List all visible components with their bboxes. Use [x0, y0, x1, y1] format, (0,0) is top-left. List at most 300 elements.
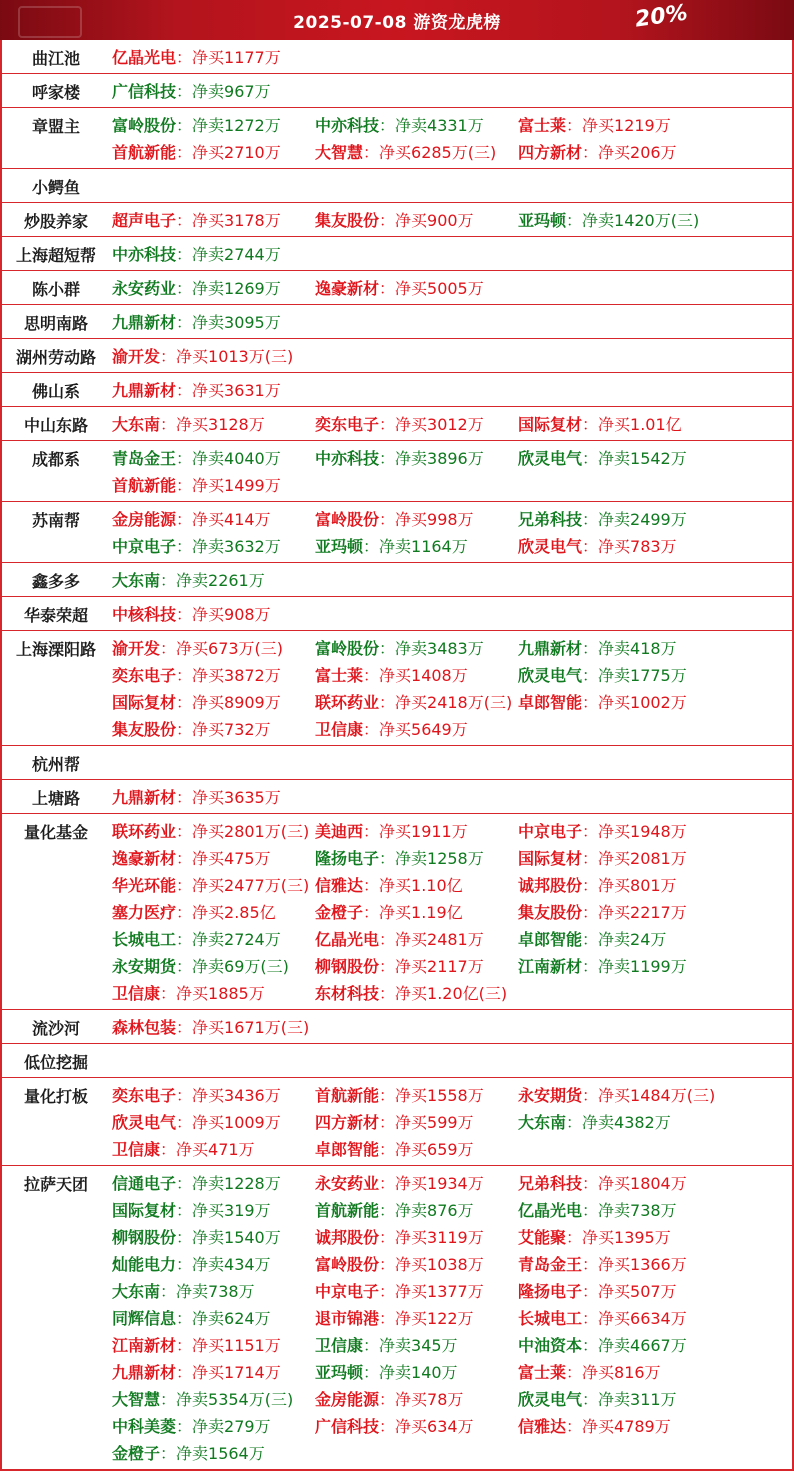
net-amount: ：净买206万: [582, 143, 677, 162]
net-amount: ：净买634万: [379, 1417, 474, 1436]
percent-badge: 20%: [633, 0, 690, 33]
trade-entry: [518, 112, 721, 139]
trade-entry: [112, 1440, 315, 1467]
trade-entry: [518, 1251, 721, 1278]
trade-entry: [315, 818, 518, 845]
stock-name: 奕东电子: [112, 1086, 177, 1105]
stock-name: 兄弟科技: [518, 510, 583, 529]
stock-name: 九鼎新材: [518, 639, 583, 658]
stock-name: 森林包装: [112, 1018, 177, 1037]
stock-name: 九鼎新材: [112, 1363, 177, 1382]
net-amount: ：净买414万: [176, 510, 271, 529]
stock-name: 欣灵电气: [518, 1390, 583, 1409]
trade-entry: [315, 872, 518, 899]
stock-name: 亚玛顿: [518, 211, 567, 230]
trade-entry: [112, 567, 315, 594]
trader-row: [2, 1043, 792, 1077]
trade-entry: [112, 716, 315, 743]
trader-row: [2, 562, 792, 596]
trader-name: 佛山系: [31, 382, 80, 401]
stock-name: 卓郎智能: [518, 693, 583, 712]
stock-name: 亿晶光电: [518, 1201, 583, 1220]
net-amount: ：净卖738万: [160, 1282, 255, 1301]
trader-name: 成都系: [31, 450, 80, 469]
trade-entry: [112, 139, 315, 166]
net-amount: ：净买1002万: [582, 693, 687, 712]
net-amount: ：净买2217万: [582, 903, 687, 922]
trade-entries: [102, 203, 792, 236]
header-banner: [0, 0, 794, 40]
stock-name: 信通电子: [112, 1174, 177, 1193]
trader-name: 低位挖掘: [23, 1053, 88, 1072]
stock-name: 青岛金王: [518, 1255, 583, 1274]
net-amount: ：净卖345万: [363, 1336, 458, 1355]
net-amount: ：净卖876万: [379, 1201, 474, 1220]
trader-name: 湖州劳动路: [15, 348, 96, 367]
trade-entry: [315, 1413, 518, 1440]
stock-name: 奕东电子: [315, 415, 380, 434]
trade-entry: [112, 926, 315, 953]
net-amount: ：净买1911万: [363, 822, 468, 841]
net-amount: ：净买3178万: [176, 211, 281, 230]
trade-entries: [102, 441, 792, 501]
dragon-tiger-table: [0, 40, 794, 1471]
trade-entry: [315, 1109, 518, 1136]
trade-entry: [315, 1082, 518, 1109]
net-amount: ：净卖3896万: [379, 449, 484, 468]
stock-name: 中亦科技: [315, 116, 380, 135]
net-amount: ：净买1013万(三): [160, 347, 294, 366]
trade-entries: [102, 597, 792, 630]
net-amount: ：净卖1540万: [176, 1228, 281, 1247]
trade-entry: [112, 1109, 315, 1136]
trade-entry: [315, 635, 518, 662]
trade-entry: [518, 662, 721, 689]
trade-entry: [112, 1359, 315, 1386]
trade-entry: [315, 139, 518, 166]
trader-row: [2, 440, 792, 501]
net-amount: ：净买1.10亿: [363, 876, 463, 895]
trade-entry: [518, 139, 721, 166]
stock-name: 永安药业: [112, 279, 177, 298]
trade-entry: [315, 1197, 518, 1224]
trade-entry: [112, 1413, 315, 1440]
trade-entry: [518, 1170, 721, 1197]
stock-name: 亚玛顿: [315, 1363, 364, 1382]
trade-entry: [112, 112, 315, 139]
net-amount: ：净买599万: [379, 1113, 474, 1132]
stock-name: 国际复材: [112, 693, 177, 712]
stock-name: 卓郎智能: [315, 1140, 380, 1159]
trade-entry: [112, 980, 315, 1007]
trade-entry: [315, 1224, 518, 1251]
net-amount: ：净卖1420万(三): [566, 211, 700, 230]
stock-name: 卫信康: [112, 1140, 161, 1159]
net-amount: ：净买1177万: [176, 48, 281, 67]
stock-name: 长城电工: [518, 1309, 583, 1328]
net-amount: ：净卖1164万: [363, 537, 468, 556]
trade-entry: [518, 872, 721, 899]
trade-entry: [518, 1359, 721, 1386]
net-amount: ：净买3012万: [379, 415, 484, 434]
net-amount: ：净买2081万: [582, 849, 687, 868]
stock-name: 金橙子: [112, 1444, 161, 1463]
net-amount: ：净买659万: [379, 1140, 474, 1159]
net-amount: ：净买673万(三): [160, 639, 284, 658]
net-amount: ：净买3872万: [176, 666, 281, 685]
trade-entry: [315, 662, 518, 689]
trade-entry: [112, 241, 315, 268]
trade-entry: [315, 1332, 518, 1359]
net-amount: ：净买998万: [379, 510, 474, 529]
trade-entry: [112, 377, 315, 404]
stock-name: 亿晶光电: [315, 930, 380, 949]
trade-entries: [102, 169, 792, 202]
net-amount: ：净卖2744万: [176, 245, 281, 264]
trader-row: [2, 304, 792, 338]
trade-entry: [112, 953, 315, 980]
net-amount: ：净买1395万: [566, 1228, 671, 1247]
stock-name: 广信科技: [112, 82, 177, 101]
stock-name: 集友股份: [315, 211, 380, 230]
stock-name: 长城电工: [112, 930, 177, 949]
stock-name: 国际复材: [112, 1201, 177, 1220]
trade-entry: [518, 1386, 721, 1413]
net-amount: ：净卖418万: [582, 639, 677, 658]
stock-name: 富岭股份: [315, 639, 380, 658]
trader-name: 流沙河: [31, 1019, 80, 1038]
net-amount: ：净卖3483万: [379, 639, 484, 658]
trade-entry: [112, 44, 315, 71]
stock-name: 中核科技: [112, 605, 177, 624]
trade-entry: [518, 1413, 721, 1440]
trade-entry: [315, 716, 518, 743]
stock-name: 富岭股份: [112, 116, 177, 135]
stock-name: 大智慧: [315, 143, 364, 162]
trade-entry: [315, 112, 518, 139]
trade-entry: [112, 845, 315, 872]
net-amount: ：净买1714万: [176, 1363, 281, 1382]
net-amount: ：净卖3095万: [176, 313, 281, 332]
trader-row: [2, 40, 792, 73]
stock-name: 卫信康: [112, 984, 161, 1003]
trader-name: 杭州帮: [31, 755, 80, 774]
trade-entries: [102, 305, 792, 338]
trader-name: 中山东路: [23, 416, 88, 435]
net-amount: ：净买507万: [582, 1282, 677, 1301]
net-amount: ：净买1804万: [582, 1174, 687, 1193]
net-amount: ：净买5005万: [379, 279, 484, 298]
trade-entry: [315, 1251, 518, 1278]
net-amount: ：净卖624万: [176, 1309, 271, 1328]
net-amount: ：净买1948万: [582, 822, 687, 841]
trader-row: [2, 1165, 792, 1469]
trade-entries: [102, 1044, 792, 1077]
stock-name: 卫信康: [315, 720, 364, 739]
net-amount: ：净买1408万: [363, 666, 468, 685]
net-amount: ：净卖2261万: [160, 571, 265, 590]
stock-name: 富岭股份: [315, 1255, 380, 1274]
stock-name: 集友股份: [518, 903, 583, 922]
trade-entries: [102, 563, 792, 596]
trade-entry: [518, 689, 721, 716]
net-amount: ：净买1009万: [176, 1113, 281, 1132]
stock-name: 富岭股份: [315, 510, 380, 529]
stock-name: 退市锦港: [315, 1309, 380, 1328]
net-amount: ：净买732万: [176, 720, 271, 739]
trade-entries: [102, 74, 792, 107]
trade-entry: [518, 899, 721, 926]
net-amount: ：净买2418万(三): [379, 693, 513, 712]
trade-entry: [112, 275, 315, 302]
trade-entries: [102, 814, 792, 1009]
trade-entry: [315, 689, 518, 716]
net-amount: ：净买1.19亿: [363, 903, 463, 922]
trade-entry: [112, 689, 315, 716]
net-amount: ：净卖2724万: [176, 930, 281, 949]
stock-name: 渝开发: [112, 347, 161, 366]
stock-name: 亿晶光电: [112, 48, 177, 67]
stock-name: 江南新材: [518, 957, 583, 976]
net-amount: ：净卖24万: [582, 930, 667, 949]
trade-entry: [112, 343, 315, 370]
net-amount: ：净买1377万: [379, 1282, 484, 1301]
net-amount: ：净买3119万: [379, 1228, 484, 1247]
stock-name: 中亦科技: [112, 245, 177, 264]
net-amount: ：净买3631万: [176, 381, 281, 400]
trade-entry: [112, 784, 315, 811]
net-amount: ：净买78万: [379, 1390, 464, 1409]
stock-name: 中油资本: [518, 1336, 583, 1355]
net-amount: ：净卖5354万(三): [160, 1390, 294, 1409]
trade-entry: [518, 506, 721, 533]
trader-name: 思明南路: [23, 314, 88, 333]
trade-entry: [112, 1332, 315, 1359]
trader-name: 章盟主: [31, 117, 80, 136]
trade-entries: [102, 1078, 792, 1165]
trader-name: 华泰荣超: [23, 606, 88, 625]
trade-entry: [518, 1305, 721, 1332]
stock-name: 美迪西: [315, 822, 364, 841]
stock-name: 九鼎新材: [112, 381, 177, 400]
stock-name: 金房能源: [112, 510, 177, 529]
trade-entries: [102, 339, 792, 372]
stock-name: 中科美菱: [112, 1417, 177, 1436]
net-amount: ：净卖279万: [176, 1417, 271, 1436]
stock-name: 广信科技: [315, 1417, 380, 1436]
net-amount: ：净买5649万: [363, 720, 468, 739]
trade-entry: [518, 1332, 721, 1359]
net-amount: ：净买1558万: [379, 1086, 484, 1105]
trade-entry: [518, 818, 721, 845]
stock-name: 隆扬电子: [315, 849, 380, 868]
trader-name: 拉萨天团: [23, 1175, 88, 1194]
net-amount: ：净卖69万(三): [176, 957, 289, 976]
net-amount: ：净买2477万(三): [176, 876, 310, 895]
stock-name: 华光环能: [112, 876, 177, 895]
trader-name: 上海超短帮: [15, 246, 96, 265]
stock-name: 兄弟科技: [518, 1174, 583, 1193]
trade-entries: [102, 271, 792, 304]
stock-name: 富士莱: [518, 116, 567, 135]
stock-name: 中京电子: [315, 1282, 380, 1301]
trade-entry: [112, 1136, 315, 1163]
trade-entry: [112, 1305, 315, 1332]
stock-name: 卓郎智能: [518, 930, 583, 949]
stock-name: 九鼎新材: [112, 788, 177, 807]
trade-entry: [315, 980, 518, 1007]
trade-entry: [112, 1251, 315, 1278]
stock-name: 金橙子: [315, 903, 364, 922]
trader-row: [2, 202, 792, 236]
stock-name: 欣灵电气: [112, 1113, 177, 1132]
trader-name: 陈小群: [31, 280, 80, 299]
trader-name: 小鳄鱼: [31, 178, 80, 197]
net-amount: ：净买471万: [160, 1140, 255, 1159]
net-amount: ：净买2117万: [379, 957, 484, 976]
stock-name: 同辉信息: [112, 1309, 177, 1328]
stock-name: 隆扬电子: [518, 1282, 583, 1301]
stock-name: 逸豪新材: [315, 279, 380, 298]
trade-entry: [518, 207, 721, 234]
net-amount: ：净卖967万: [176, 82, 271, 101]
stock-name: 大智慧: [112, 1390, 161, 1409]
stock-name: 欣灵电气: [518, 537, 583, 556]
net-amount: ：净买1.01亿: [582, 415, 682, 434]
net-amount: ：净卖1564万: [160, 1444, 265, 1463]
trade-entries: [102, 1166, 792, 1469]
trade-entry: [518, 953, 721, 980]
trader-name: 苏南帮: [31, 511, 80, 530]
stock-name: 四方新材: [518, 143, 583, 162]
net-amount: ：净买4789万: [566, 1417, 671, 1436]
trade-entries: [102, 746, 792, 779]
stock-name: 联环药业: [315, 693, 380, 712]
stock-name: 亚玛顿: [315, 537, 364, 556]
trade-entry: [315, 1136, 518, 1163]
trade-entry: [112, 818, 315, 845]
trader-row: [2, 1009, 792, 1043]
net-amount: ：净卖311万: [582, 1390, 677, 1409]
net-amount: ：净买1151万: [176, 1336, 281, 1355]
net-amount: ：净买1671万(三): [176, 1018, 310, 1037]
trade-entry: [518, 845, 721, 872]
stock-name: 联环药业: [112, 822, 177, 841]
trade-entry: [112, 662, 315, 689]
net-amount: ：净买3635万: [176, 788, 281, 807]
trader-name: 上塘路: [31, 789, 80, 808]
trader-name: 上海溧阳路: [15, 640, 96, 659]
trader-row: [2, 596, 792, 630]
stock-name: 金房能源: [315, 1390, 380, 1409]
trade-entries: [102, 407, 792, 440]
trade-entry: [112, 411, 315, 438]
net-amount: ：净卖4382万: [566, 1113, 671, 1132]
trader-row: [2, 501, 792, 562]
trader-row: [2, 813, 792, 1009]
trader-row: [2, 107, 792, 168]
net-amount: ：净卖4667万: [582, 1336, 687, 1355]
trader-row: [2, 338, 792, 372]
stock-name: 国际复材: [518, 849, 583, 868]
trade-entry: [315, 411, 518, 438]
stock-name: 信雅达: [518, 1417, 567, 1436]
stock-name: 永安期货: [112, 957, 177, 976]
trade-entry: [112, 1224, 315, 1251]
net-amount: ：净卖4331万: [379, 116, 484, 135]
stock-name: 欣灵电气: [518, 449, 583, 468]
net-amount: ：净买1366万: [582, 1255, 687, 1274]
trade-entry: [112, 1170, 315, 1197]
trade-entry: [518, 533, 721, 560]
trade-entry: [518, 926, 721, 953]
stock-name: 卫信康: [315, 1336, 364, 1355]
trade-entry: [315, 1170, 518, 1197]
net-amount: ：净买1934万: [379, 1174, 484, 1193]
stock-name: 渝开发: [112, 639, 161, 658]
trader-row: [2, 372, 792, 406]
trade-entry: [112, 635, 315, 662]
stock-name: 青岛金王: [112, 449, 177, 468]
net-amount: ：净买1885万: [160, 984, 265, 1003]
net-amount: ：净买1499万: [176, 476, 281, 495]
trader-name: 呼家楼: [31, 83, 80, 102]
trader-row: [2, 270, 792, 304]
stock-name: 大东南: [112, 1282, 161, 1301]
trade-entry: [518, 1224, 721, 1251]
net-amount: ：净卖1272万: [176, 116, 281, 135]
trade-entry: [112, 1197, 315, 1224]
trader-name: 鑫多多: [31, 572, 80, 591]
trader-name: 量化基金: [23, 823, 88, 842]
trade-entry: [112, 1278, 315, 1305]
stock-name: 柳钢股份: [112, 1228, 177, 1247]
net-amount: ：净卖1775万: [582, 666, 687, 685]
net-amount: ：净卖1258万: [379, 849, 484, 868]
trade-entries: [102, 780, 792, 813]
net-amount: ：净卖1228万: [176, 1174, 281, 1193]
net-amount: ：净买475万: [176, 849, 271, 868]
stock-name: 永安期货: [518, 1086, 583, 1105]
trade-entry: [112, 533, 315, 560]
trade-entries: [102, 1010, 792, 1043]
net-amount: ：净买816万: [566, 1363, 661, 1382]
stock-name: 首航新能: [315, 1201, 380, 1220]
trade-entry: [315, 845, 518, 872]
net-amount: ：净卖738万: [582, 1201, 677, 1220]
trade-entry: [112, 472, 315, 499]
trader-row: [2, 73, 792, 107]
trade-entry: [112, 309, 315, 336]
net-amount: ：净卖3632万: [176, 537, 281, 556]
net-amount: ：净买908万: [176, 605, 271, 624]
net-amount: ：净买319万: [176, 1201, 271, 1220]
page-title: 2025-07-08 游资龙虎榜: [293, 13, 501, 33]
stock-name: 中京电子: [518, 822, 583, 841]
net-amount: ：净买6634万: [582, 1309, 687, 1328]
trade-entry: [112, 445, 315, 472]
net-amount: ：净卖1542万: [582, 449, 687, 468]
stock-name: 奕东电子: [112, 666, 177, 685]
stock-name: 诚邦股份: [315, 1228, 380, 1247]
stock-name: 大东南: [112, 415, 161, 434]
trade-entry: [112, 1386, 315, 1413]
trader-row: [2, 406, 792, 440]
trade-entry: [315, 899, 518, 926]
stock-name: 诚邦股份: [518, 876, 583, 895]
trade-entry: [518, 411, 721, 438]
trade-entry: [112, 872, 315, 899]
